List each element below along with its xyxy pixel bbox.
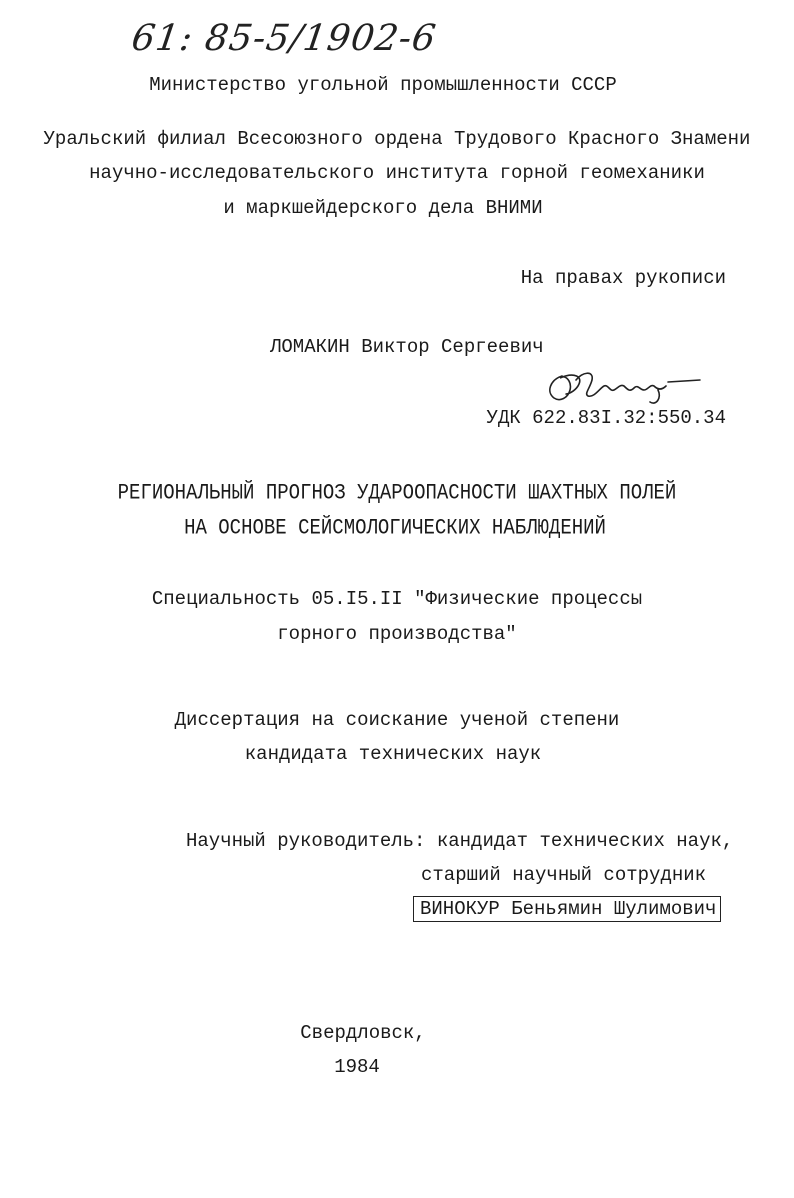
udc-code: УДК 622.83I.32:550.34 bbox=[486, 407, 726, 429]
degree-line-2: кандидата технических наук bbox=[244, 743, 542, 765]
degree-line-1: Диссертация на соискание ученой степени bbox=[174, 709, 620, 731]
dissertation-title-line-2: НА ОСНОВЕ СЕЙСМОЛОГИЧЕСКИХ НАБЛЮДЕНИЙ bbox=[184, 514, 606, 541]
dissertation-title-line-1: РЕГИОНАЛЬНЫЙ ПРОГНОЗ УДАРООПАСНОСТИ ШАХТНЫХ ПОЛЕЙ bbox=[117, 479, 677, 506]
supervisor-name-box: ВИНОКУР Беньямин Шулимович bbox=[413, 896, 721, 922]
specialty-line-2: горного производства" bbox=[277, 623, 517, 645]
ministry-line: Министерство угольной промышленности СССР bbox=[149, 74, 617, 96]
supervisor-label-line: Научный руководитель: кандидат технических наук, bbox=[186, 830, 734, 852]
place-of-publication: Свердловск, bbox=[300, 1022, 426, 1044]
institute-line-1: Уральский филиал Всесоюзного ордена Трудового Красного Знамени bbox=[43, 128, 751, 150]
archive-code-handwritten: 61: 85-5/1902-6 bbox=[129, 18, 439, 59]
institute-line-3: и маркшейдерского дела ВНИМИ bbox=[223, 197, 543, 219]
institute-line-2: научно-исследовательского института горной геомеханики bbox=[89, 162, 705, 184]
author-signature bbox=[540, 362, 710, 412]
specialty-line-1: Специальность 05.I5.II "Физические процессы bbox=[151, 588, 643, 610]
publication-year: 1984 bbox=[334, 1056, 380, 1078]
manuscript-rights-note: На правах рукописи bbox=[520, 267, 726, 289]
author-name: ЛОМАКИН Виктор Сергеевич bbox=[270, 336, 544, 358]
supervisor-position: старший научный сотрудник bbox=[421, 864, 707, 886]
